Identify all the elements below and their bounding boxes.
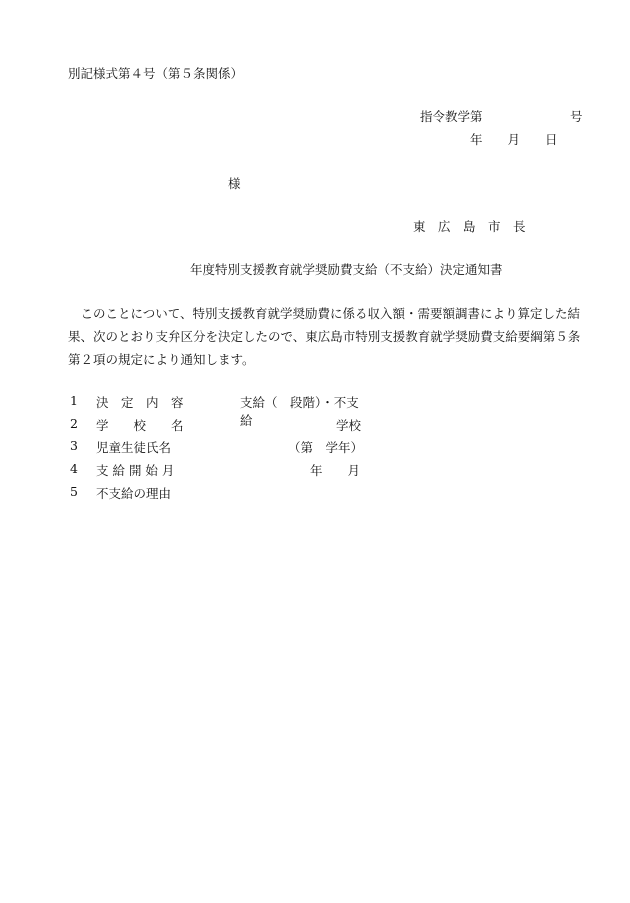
item-start-month [70,461,370,479]
item-label: 支 給 開 始 月 [96,463,175,478]
body-line: 第２項の規定により通知します。 [68,352,255,367]
item-value: 支給（ 段階）・不支給 [240,395,359,428]
item-number: 4 [70,461,78,476]
item-school [70,416,370,434]
item-label: 決 定 内 容 [96,395,184,410]
body-line: このことについて、特別支援教育就学奨励費に係る収入額・需要額調書により算定した結 [68,306,581,321]
document-title: 年度特別支援教育就学奨励費支給（不支給）決定通知書 [190,262,503,277]
item-number: 3 [70,438,78,453]
item-number: 2 [70,416,78,431]
item-number: 5 [70,484,78,499]
addressee-honorific: 様 [228,176,241,191]
item-label: 学 校 名 [96,418,184,433]
form-reference: 別記様式第４号（第５条関係） [68,66,244,81]
sender-title: 東 広 島 市 長 [413,219,526,234]
body-line: 果、次のとおり支弁区分を決定したので、東広島市特別支援教育就学奨励費支給要綱第５条 [68,329,581,344]
issue-date: 年 月 日 [470,132,558,147]
item-reason [70,484,370,502]
item-value: （第 学年） [288,440,364,455]
item-value: 学校 [336,418,362,433]
item-label: 不支給の理由 [96,486,172,501]
document-number: 指令教学第 号 [420,109,583,124]
item-student-name [70,438,370,456]
item-label: 児童生徒氏名 [96,440,172,455]
item-number: 1 [70,393,78,408]
item-value: 年 月 [310,463,361,478]
notice-body [68,302,581,371]
